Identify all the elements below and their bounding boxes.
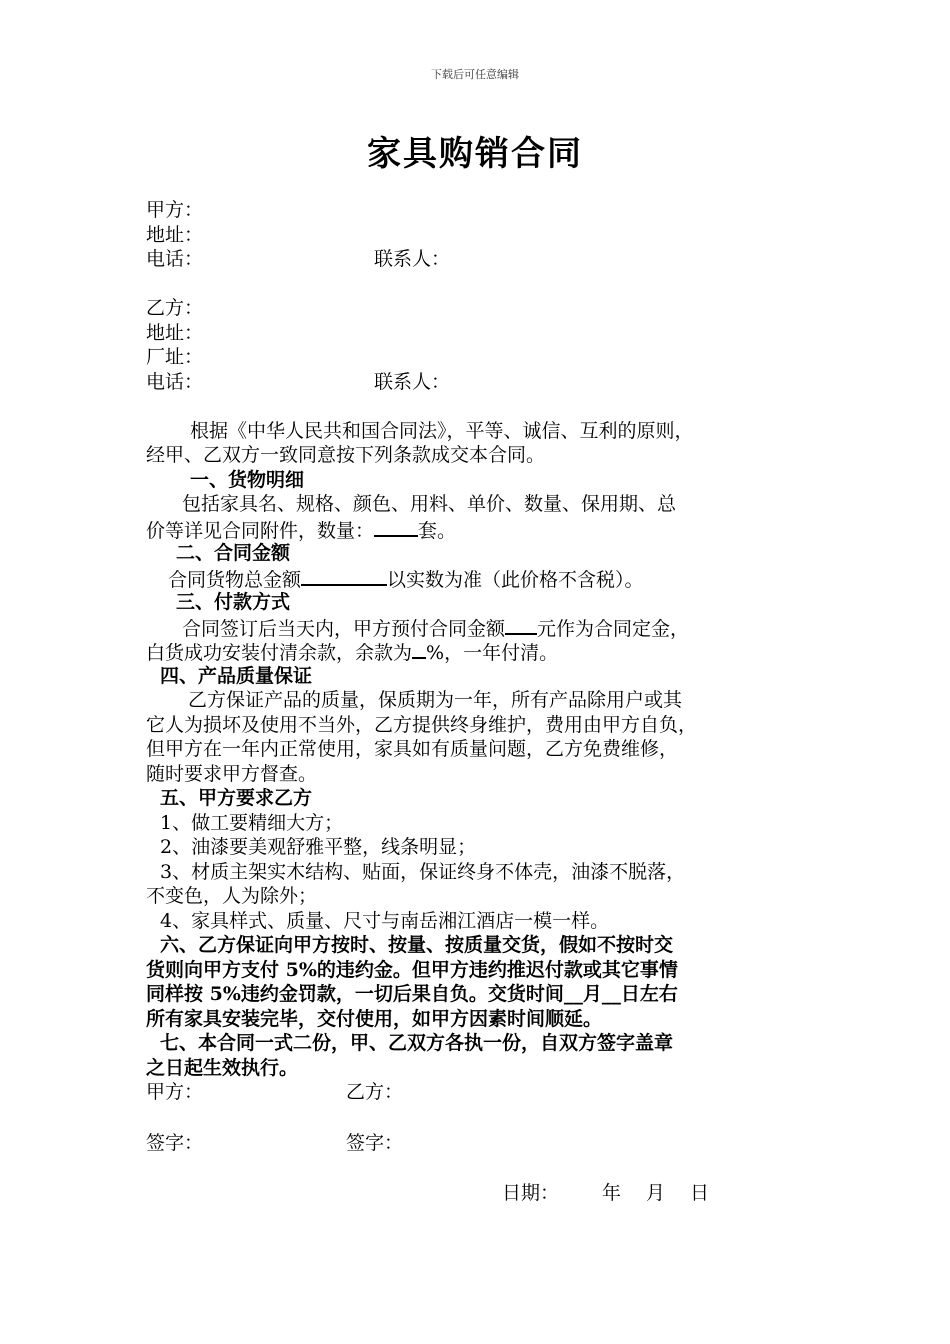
party-b-block (146, 296, 786, 394)
section-3-line-2 (146, 639, 786, 664)
section-5-heading: 五、甲方要求乙方 (160, 787, 313, 809)
party-b-address: 地址： (146, 321, 204, 344)
date-label: 日期： (502, 1182, 560, 1204)
quantity-blank[interactable] (374, 517, 418, 537)
party-a-block (146, 198, 786, 272)
section-2-heading: 二、合同金额 (176, 542, 291, 564)
intro-line-1: 根据《中华人民共和国合同法》，平等、诚信、互利的原则， (190, 419, 694, 442)
date-year: 年 (602, 1182, 622, 1204)
party-a-address: 地址： (146, 223, 204, 246)
contract-title: 家具购销合同 (367, 134, 583, 174)
intro-line-2: 经甲、乙双方一致同意按下列条款成交本合同。 (146, 444, 546, 466)
party-b-name: 乙方： (146, 297, 204, 319)
balance-note: %，一年付清。 (426, 642, 559, 664)
deposit-note: 元作为合同定金， (537, 617, 690, 640)
party-a-name: 甲方： (146, 199, 204, 221)
section-5-item-2: 2、油漆要美观舒雅平整，线条明显； (160, 836, 477, 858)
section-4-line-3: 但甲方在一年内正常使用，家具如有质量问题，乙方免费维修， (146, 738, 679, 760)
section-3-heading: 三、付款方式 (176, 591, 291, 613)
total-amount-blank[interactable] (301, 566, 387, 586)
section-7-line-1: 七、本合同一式二份，甲、乙双方各执一份，自双方签字盖章 (160, 1032, 674, 1054)
section-5-item-1: 1、做工要精细大方； (160, 811, 344, 834)
section-7-line-2: 之日起生效执行。 (146, 1056, 299, 1079)
balance-label: 白货成功安装付清余款，余款为 (146, 642, 413, 664)
section-1-line-1: 包括家具名、规格、颜色、用料、单价、数量、保用期、总 (182, 493, 677, 515)
party-a-contact: 联系人： (374, 248, 451, 270)
signature-sign-a: 签字： (146, 1131, 204, 1154)
signature-sign-row (146, 1131, 786, 1157)
section-5-item-4: 4、家具样式、质量、尺寸与南岳湘江酒店一模一样。 (160, 909, 610, 932)
party-b-contact: 联系人： (374, 370, 451, 393)
party-a-phone-row (146, 247, 786, 272)
quantity-unit: 套。 (418, 519, 457, 542)
deposit-label: 合同签订后当天内，甲方预付合同金额 (182, 617, 506, 640)
section-2-line-1 (146, 566, 786, 591)
quantity-label: 价等详见合同附件，数量： (146, 519, 375, 542)
party-b-phone-row (146, 370, 786, 395)
section-4-line-1: 乙方保证产品的质量，保质期为一年，所有产品除用户或其 (188, 689, 683, 711)
section-6-line-4: 所有家具安装完毕，交付使用，如甲方因素时间顺延。 (146, 1007, 603, 1030)
total-amount-note: 以实数为准（此价格不含税）。 (387, 568, 644, 591)
date-month: 月 (646, 1182, 666, 1204)
signature-party-a: 甲方： (146, 1081, 204, 1103)
signature-sign-b: 签字： (346, 1131, 404, 1154)
section-4-line-2: 它人为损坏及使用不当外，乙方提供终身维护，费用由甲方自负， (146, 713, 698, 736)
section-6-line-3: 同样按 5%违约金罚款，一切后果自负。交货时间__月__日左右 (146, 983, 678, 1005)
deposit-blank[interactable] (505, 615, 537, 635)
date-day: 日 (690, 1182, 710, 1204)
section-4-heading: 四、产品质量保证 (160, 664, 313, 687)
signature-party-row (146, 1080, 786, 1106)
section-1-heading: 一、货物明细 (190, 468, 305, 491)
section-4-line-4: 随时要求甲方督查。 (146, 762, 318, 785)
contract-body (146, 198, 786, 1207)
total-amount-label: 合同货物总金额 (168, 568, 302, 591)
section-5-item-3: 3、材质主架实木结构、贴面，保证终身不体壳，油漆不脱落， (160, 860, 686, 883)
party-b-factory: 厂址： (146, 346, 204, 368)
signature-party-b: 乙方： (346, 1081, 404, 1103)
signature-date-row (146, 1181, 786, 1207)
header-note: 下载后可任意编辑 (431, 68, 519, 81)
balance-blank[interactable] (412, 639, 426, 659)
section-3-line-1 (146, 615, 786, 640)
section-6-line-2: 货则向甲方支付 5%的违约金。但甲方违约推迟付款或其它事情 (146, 958, 678, 981)
section-5-item-3-cont: 不变色，人为除外； (146, 885, 318, 907)
party-b-phone: 电话： (146, 370, 204, 393)
party-a-phone: 电话： (146, 248, 204, 270)
section-6-line-1: 六、乙方保证向甲方按时、按量、按质量交货，假如不按时交 (160, 934, 674, 956)
section-1-line-2 (146, 517, 786, 542)
